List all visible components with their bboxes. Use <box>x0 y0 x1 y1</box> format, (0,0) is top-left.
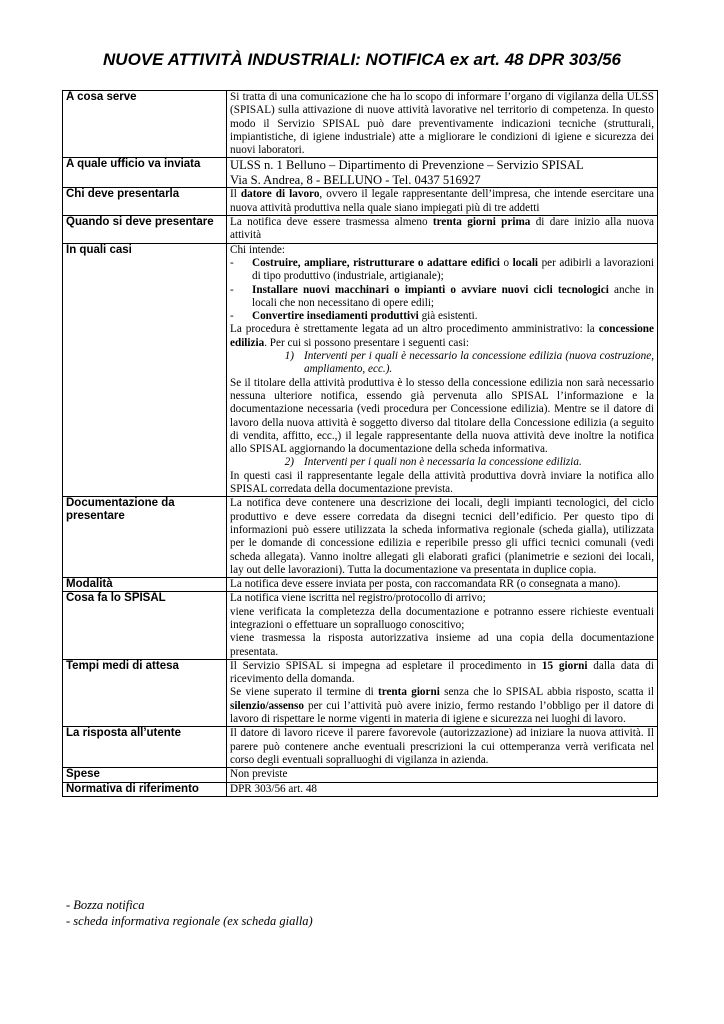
row-value <box>227 216 658 244</box>
bold-text: Installare nuovi macchinari o impianti o avviare nuovi cicli tecnologici <box>252 283 609 296</box>
cases-intro: Chi intende: <box>230 243 285 256</box>
case-number: 2) <box>284 456 294 469</box>
row-value: Non previste <box>227 768 658 782</box>
text-run: dalla data di ricevimento della domanda. <box>230 659 655 686</box>
note-line: - scheda informativa regionale (ex scheda gialla) <box>66 914 313 928</box>
text-run: Il <box>230 188 241 201</box>
row-value: Il datore di lavoro riceve il parere favorevole (autorizzazione) ad iniziare la nuova attività. Il parere può contenere anche eventuali prescrizioni la cui ottemperanza verrà verificata nel corso degli eventuali sopralluoghi di vigilanza in azienda. <box>227 727 658 768</box>
attachments-notes <box>66 897 313 929</box>
text-run: La notifica deve essere trasmessa almeno <box>230 216 433 229</box>
case-number: 1) <box>284 350 294 363</box>
row-label: Spese <box>63 768 227 782</box>
list-text <box>252 284 654 311</box>
timing-paragraph <box>230 660 654 687</box>
row-label: In quali casi <box>63 243 227 497</box>
table-row <box>63 158 658 188</box>
table-row <box>63 216 658 244</box>
row-label: A cosa serve <box>63 91 227 158</box>
case-text: Interventi per i quali non è necessaria la concessione edilizia. <box>304 456 582 469</box>
bold-text: trenta giorni <box>377 686 440 699</box>
row-label: Cosa fa lo SPISAL <box>63 592 227 659</box>
document-title: NUOVE ATTIVITÀ INDUSTRIALI: NOTIFICA ex art. 48 DPR 303/56 <box>103 50 621 69</box>
text-run: , ovvero il legale rappresentante dell’impresa, che intende esercitare una nuova attività produttiva nella quale siano impiegati più di tre addetti <box>230 188 654 214</box>
text-run: Il Servizio SPISAL si impegna ad espletare il procedimento in <box>230 659 542 672</box>
bold-text: trenta giorni prima <box>432 216 531 229</box>
text-run: o <box>499 256 513 269</box>
bold-text: locali <box>512 256 539 269</box>
bold-text: silenzio/assenso <box>230 699 304 712</box>
table-row <box>63 243 658 497</box>
row-label: La risposta all’utente <box>63 727 227 768</box>
list-text <box>252 257 654 284</box>
text-run: Se viene superato il termine di <box>230 686 378 699</box>
office-address: Via S. Andrea, 8 - BELLUNO - Tel. 0437 516927 <box>230 172 481 187</box>
row-value <box>227 158 658 188</box>
row-value: Si tratta di una comunicazione che ha lo scopo di informare l’organo di vigilanza della ULSS (SPISAL) sulla attivazione di nuove attività lavorative nel territorio di competenza. In questo modo il Servizio SPISAL può dare preventivamente indicazioni tecniche (strutturali, impiantistiche, di igiene industriale) atte a migliorare le condizioni di igiene e sicurezza dei nuovi laboratori. <box>227 91 658 158</box>
numbered-case <box>230 456 654 469</box>
text-run: già esistenti. <box>418 310 478 323</box>
list-dash: - <box>230 310 234 323</box>
table-row <box>63 727 658 768</box>
text-run: . Per cui si possono presentare i seguenti casi: <box>264 336 469 349</box>
row-value <box>227 243 658 497</box>
text-run: di dare inizio alla nuova attività <box>230 216 655 242</box>
case-paragraph: In questi casi il rappresentante legale della attività produttiva dovrà inviare la notifica allo SPISAL corredata della documentazione prevista. <box>230 469 654 496</box>
bold-text: Convertire insediamenti produttivi <box>252 310 419 323</box>
note-line: - Bozza notifica <box>66 898 145 912</box>
row-label: A quale ufficio va inviata <box>63 158 227 188</box>
row-label: Quando si deve presentare <box>63 216 227 244</box>
list-text <box>252 310 654 323</box>
row-label: Chi deve presentarla <box>63 188 227 216</box>
row-value <box>227 188 658 216</box>
row-value: La notifica deve essere inviata per posta, con raccomandata RR (o consegnata a mano). <box>227 578 658 592</box>
table-row <box>63 188 658 216</box>
table-row <box>63 91 658 158</box>
text-run: per adibirli a lavorazioni di tipo produttivo (industriale, artigianale); <box>252 256 655 283</box>
row-value: DPR 303/56 art. 48 <box>227 782 658 796</box>
info-table <box>62 90 658 797</box>
procedure-paragraph <box>230 323 654 350</box>
case-paragraph: Se il titolare della attività produttiva è lo stesso della concessione edilizia non sarà necessario nessuna ulteriore notifica, essendo già pervenuta allo SPISAL l’informazione e la documentazione necessaria (vedi procedura per Concessione edilizia). Mentre se il datore di lavoro della nuova attività è soggetto diverso dal titolare della Concessione edilizia (a seguito di vendita, affitto, ecc.,) il legale rappresentante della nuova attività deve inoltre la notifica allo SPISAL aggiornando la documentazione della scheda informativa. <box>230 376 654 456</box>
text-run: per cui l’attività può avere inizio, fermo restando l’obbligo per il datore di lavoro di rispettare le norme vigenti in materia di igiene e sicurezza nei luoghi di lavoro. <box>230 699 654 726</box>
case-text: Interventi per i quali è necessario la concessione edilizia (nuova costruzione, ampliamento, ecc.). <box>304 350 654 376</box>
text-run: La procedura è strettamente legata ad un altro procedimento amministrativo: la <box>230 323 599 336</box>
list-item <box>230 310 654 323</box>
table-row <box>63 659 658 726</box>
spisal-line: viene verificata la completezza della documentazione e potranno essere richieste eventuali integrazioni o effettuare un sopralluogo conoscitivo; <box>230 605 654 631</box>
spisal-line: viene trasmessa la risposta autorizzativa insieme ad una copia della documentazione presentata. <box>230 632 654 658</box>
table-row <box>63 782 658 796</box>
text-run: senza che lo SPISAL abbia risposto, scatta il <box>439 686 655 699</box>
text-run: anche in locali che non necessitano di opere edili; <box>252 283 654 309</box>
table-row <box>63 497 658 578</box>
list-dash: - <box>230 283 234 296</box>
list-dash: - <box>230 256 234 269</box>
table-row <box>63 768 658 782</box>
bold-text: Costruire, ampliare, ristrutturare o adattare edifici <box>252 256 500 269</box>
row-value <box>227 592 658 659</box>
row-value: La notifica deve contenere una descrizione dei locali, degli impianti tecnologici, del ciclo produttivo e deve essere corredata da disegni tecnici dell’edificio. Per questo tipo di informazioni può essere utilizzata la scheda informativa regionale (scheda gialla), utilizzata per le domande di concessione edilizia e reperibile presso gli uffici tecnici comunali (vedi scheda allegata). Vanno inoltre allegati gli elaborati grafici (planimetrie e sezioni dei locali, lay out delle lavorazioni). Tutta la documentazione va presentata in duplice copia. <box>227 497 658 578</box>
row-label: Modalità <box>63 578 227 592</box>
bold-text: 15 giorni <box>541 659 588 672</box>
spisal-line: La notifica viene iscritta nel registro/protocollo di arrivo; <box>230 592 486 605</box>
list-item <box>230 257 654 284</box>
bold-text: concessione edilizia <box>230 323 654 349</box>
office-name: ULSS n. 1 Belluno – Dipartimento di Prevenzione – Servizio SPISAL <box>230 158 584 173</box>
table-row <box>63 592 658 659</box>
row-label: Documentazione da presentare <box>63 497 227 578</box>
row-label: Normativa di riferimento <box>63 782 227 796</box>
bold-text: datore di lavoro <box>240 188 320 201</box>
list-item <box>230 284 654 311</box>
row-value <box>227 659 658 726</box>
row-label: Tempi medi di attesa <box>63 659 227 726</box>
timing-paragraph <box>230 686 654 726</box>
table-row <box>63 578 658 592</box>
numbered-case <box>230 350 654 377</box>
